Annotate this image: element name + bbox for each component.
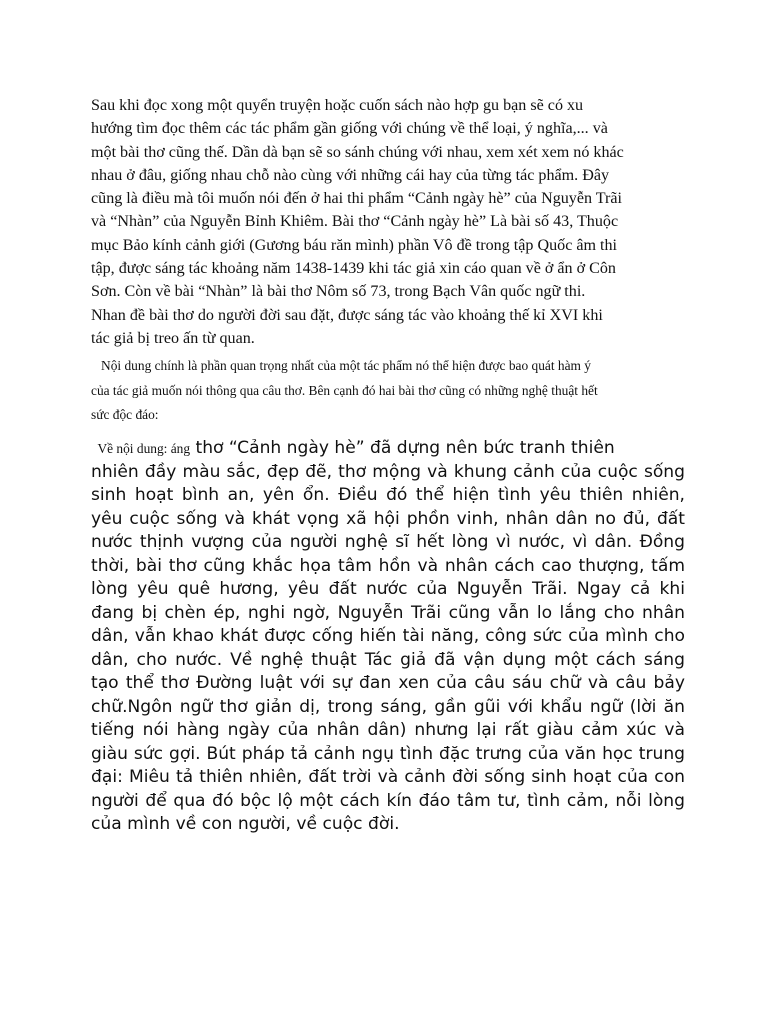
paragraph-line: nước thịnh vượng của người nghệ sĩ hết lòng vì nước, vì dân. Đồng [91,532,685,552]
paragraph-line: đang bị chèn ép, nghi ngờ, Nguyễn Trãi cũng vẫn lo lắng cho nhân [91,602,685,623]
content-summary-paragraph [91,354,685,428]
paragraph-line: yêu cuộc sống và khát vọng xã hội phồn vinh, nhân dân no đủ, đất [91,508,685,529]
paragraph-line: tập, được sáng tác khoảng năm 1438-1439 khi tác giả xin cáo quan về ở ẩn ở Côn [91,260,616,278]
paragraph-line: tiếng nói hàng ngày của nhân dân) nhưng lại rất giàu cảm xúc và [91,720,685,740]
paragraph-line: tạo thể thơ Đường luật với sự đan xen của câu sáu chữ và câu bảy [91,673,685,693]
paragraph-line: dân, vẫn khao khát được cống hiến tài năng, công sức của mình cho [91,626,685,646]
paragraph-line: giàu sức gợi. Bút pháp tả cảnh ngụ tình đặc trưng của văn học trung [91,743,685,764]
intro-paragraph [91,94,685,350]
section-lead-text: Về nội dung: áng [91,441,191,456]
paragraph-line: nhau ở đâu, giống nhau chỗ nào cùng với những cái hay của từng tác phẩm. Đây [91,166,610,184]
paragraph-line: hướng tìm đọc thêm các tác phẩm gần giống với chúng về thể loại, ý nghĩa,... và [91,120,608,138]
paragraph-line: sinh hoạt bình an, yên ổn. Điều đó thể hiện tình yêu thiên nhiên, [91,485,685,505]
paragraph-line: và “Nhàn” của Nguyễn Bỉnh Khiêm. Bài thơ “Cảnh ngày hè” Là bài số 43, Thuộc [91,213,619,231]
paragraph-line: Sau khi đọc xong một quyển truyện hoặc cuốn sách nào hợp gu bạn sẽ có xu [91,97,584,114]
paragraph-line: chữ.Ngôn ngữ thơ giản dị, trong sáng, gần gũi với khẩu ngữ (lời ăn [91,696,685,717]
content-analysis-paragraph [91,437,685,837]
paragraph-line: Nhan đề bài thơ do người đời sau đặt, được sáng tác vào khoảng thế kỉ XVI khi [91,306,603,324]
paragraph-line: lòng yêu quê hương, yêu đất nước của Nguyễn Trãi. Ngay cả khi [91,579,685,599]
paragraph-line: nhiên đầy màu sắc, đẹp đẽ, thơ mộng và khung cảnh của cuộc sống [91,461,685,482]
paragraph-line: dân, cho nước. Về nghệ thuật Tác giả đã vận dụng một cách sáng [91,649,685,670]
paragraph-line: tác giả bị treo ấn từ quan. [91,329,255,347]
paragraph-line: Sơn. Còn về bài “Nhàn” là bài thơ Nôm số 73, trong Bạch Vân quốc ngữ thi. [91,283,586,301]
paragraph-line-rest: thơ “Cảnh ngày hè” đã dựng nên bức tranh thiên [190,438,615,458]
paragraph-line: của tác giả muốn nói thông qua câu thơ. Bên cạnh đó hai bài thơ cũng có những nghệ thuật hết [91,382,598,398]
paragraph-line: của mình về con người, về cuộc đời. [91,814,400,834]
paragraph-line: đại: Miêu tả thiên nhiên, đất trời và cảnh đời sống sinh hoạt của con [91,767,685,787]
paragraph-line: cũng là điều mà tôi muốn nói đến ở hai thi phẩm “Cảnh ngày hè” của Nguyễn Trãi [91,190,622,208]
paragraph-line: một bài thơ cũng thế. Dần dà bạn sẽ so sánh chúng với nhau, xem xét xem nó khác [91,143,624,161]
paragraph-line: người để qua đó bộc lộ một cách kín đáo tâm tư, tình cảm, nỗi lòng [91,790,685,811]
paragraph-line: mục Bảo kính cảnh giới (Gương báu răn mình) phần Vô đề trong tập Quốc âm thi [91,236,618,254]
paragraph-line: Nội dung chính là phần quan trọng nhất của một tác phẩm nó thể hiện được bao quát hàm ý [91,358,591,373]
paragraph-line: sức độc đáo: [91,407,159,422]
paragraph-first-line [91,437,685,461]
paragraph-line: thời, bài thơ cũng khắc họa tâm hồn và nhân cách cao thượng, tấm [91,555,685,576]
